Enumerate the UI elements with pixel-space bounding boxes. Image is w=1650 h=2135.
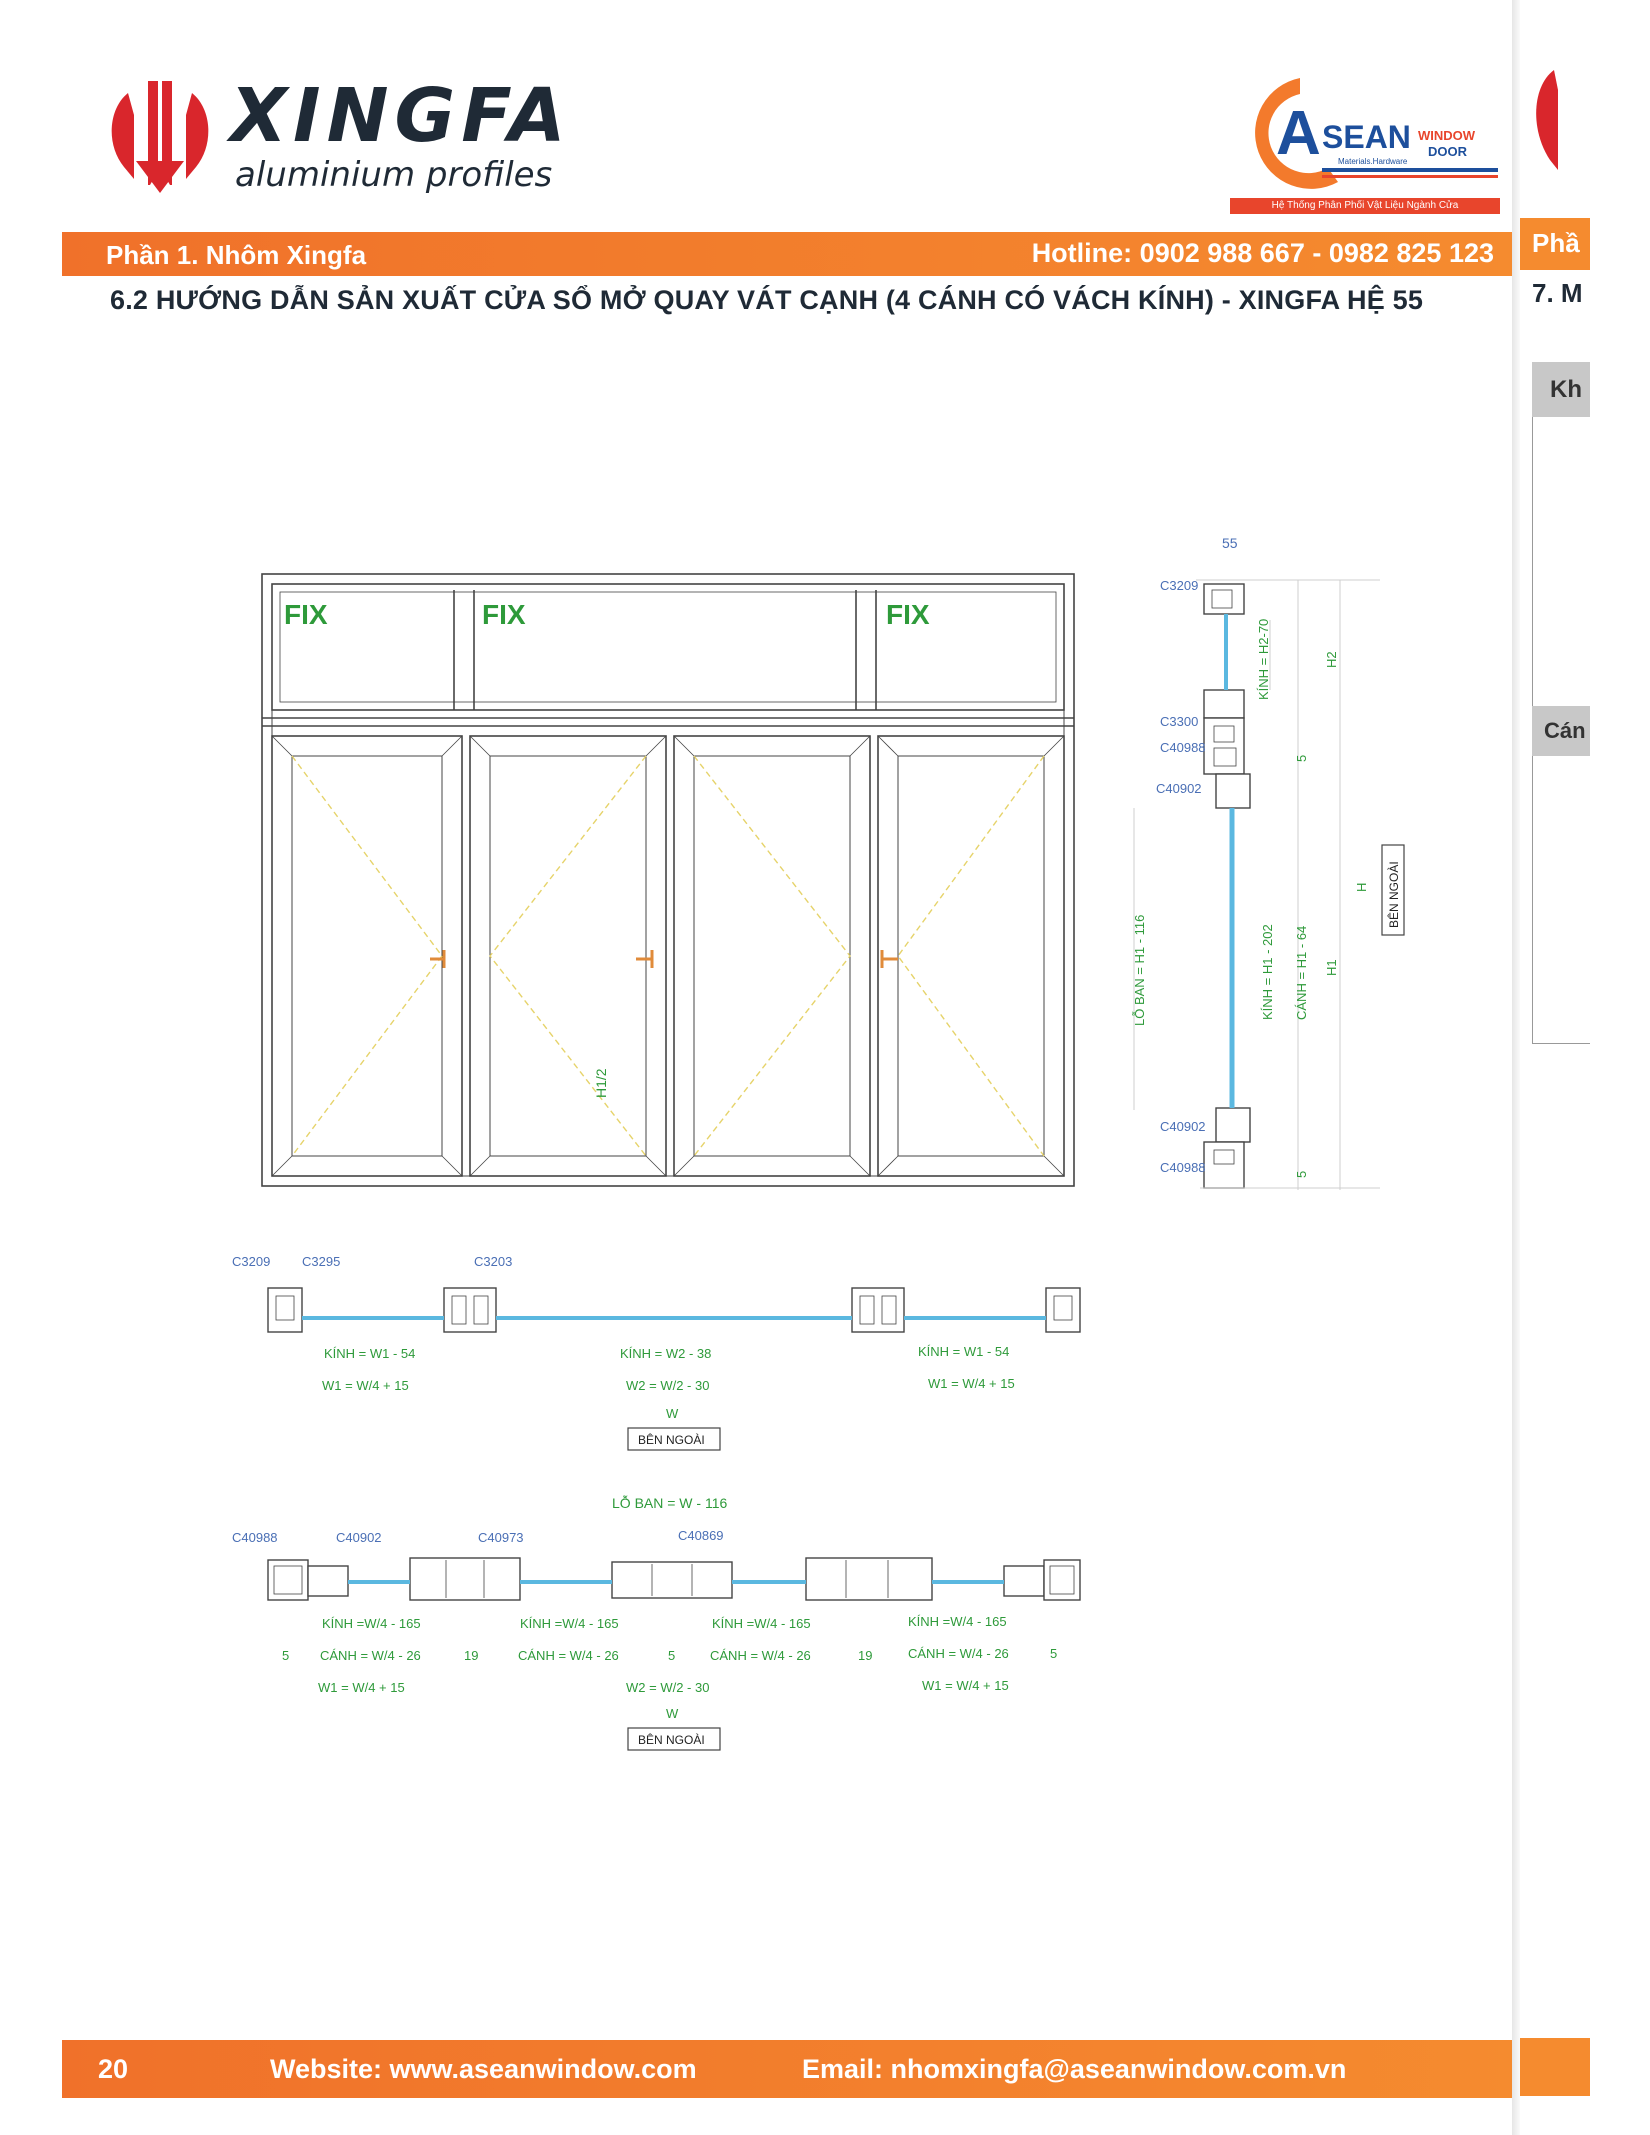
facing-page-head-1 (1532, 362, 1590, 417)
label-ben-ngoai-bottom: BÊN NGOÀI (638, 1733, 705, 1747)
sash-1 (272, 736, 462, 1176)
scan-margin (1590, 0, 1650, 2135)
label-c3295: C3295 (302, 1254, 341, 1269)
label-w2-bottom: W2 = W/2 - 30 (626, 1680, 710, 1695)
profile-c40902-plan-right (1004, 1566, 1044, 1596)
label-kinh-3: KÍNH =W/4 - 165 (712, 1616, 811, 1631)
label-5-2: 5 (668, 1648, 676, 1663)
footer-bar (62, 2040, 1514, 2098)
facing-page-table (1532, 362, 1590, 1044)
label-c40902-plan: C40902 (336, 1530, 382, 1545)
facing-page-bar-text: Phầ (1532, 228, 1580, 258)
label-canh-1: CÁNH = W/4 - 26 (320, 1648, 421, 1663)
label-w1-left-bottom: W1 = W/4 + 15 (318, 1680, 405, 1695)
label-kinh-h2: KÍNH = H2-70 (1256, 618, 1271, 700)
label-c40902-top: C40902 (1156, 781, 1202, 796)
fix-label-1: FIX (284, 599, 328, 630)
profile-c40988-bottom (1204, 1142, 1244, 1188)
profile-c40902-plan (308, 1566, 348, 1596)
sash-4 (878, 736, 1064, 1176)
asean-tagline: Hệ Thống Phân Phối Vật Liệu Ngành Cửa (1230, 198, 1500, 214)
label-w1-right: W1 = W/4 + 15 (928, 1376, 1015, 1391)
facing-page-head-2 (1532, 706, 1590, 756)
profile-c40869 (612, 1562, 732, 1598)
label-kinh-w2: KÍNH = W2 - 38 (620, 1346, 712, 1361)
asean-name: SEAN (1322, 119, 1411, 155)
label-kinh-1: KÍNH =W/4 - 165 (322, 1616, 421, 1631)
label-w-top: W (666, 1406, 679, 1421)
label-lo-ban-h: LỖ BAN = H1 - 116 (1132, 914, 1147, 1026)
footer-email: Email: nhomxingfa@aseanwindow.com.vn (802, 2054, 1347, 2084)
label-canh-h1: CÁNH = H1 - 64 (1294, 925, 1309, 1020)
handle-2-icon (636, 950, 652, 968)
label-kinh-2: KÍNH =W/4 - 165 (520, 1616, 619, 1631)
label-canh-2: CÁNH = W/4 - 26 (518, 1648, 619, 1663)
label-ben-ngoai-top: BÊN NGOÀI (638, 1433, 705, 1447)
fixed-transom (272, 584, 1064, 710)
label-c40988-bottom: C40988 (1160, 1160, 1206, 1175)
xingfa-brand-sub: aluminium profiles (235, 155, 553, 195)
label-c3209-side: C3209 (1160, 578, 1199, 593)
sash-3 (674, 736, 870, 1176)
handles (430, 950, 898, 968)
window-elevation (262, 574, 1074, 1186)
page-title: 6.2 HƯỚNG DẪN SẢN XUẤT CỬA SỔ MỞ QUAY VÁT CẠNH (4 CÁNH CÓ VÁCH KÍNH) - XINGFA HỆ 55 (110, 285, 1424, 315)
label-5-bottom: 5 (1294, 1170, 1309, 1178)
profile-c3300 (1204, 690, 1244, 718)
facing-page-bar (1520, 218, 1590, 270)
label-kinh-4: KÍNH =W/4 - 165 (908, 1614, 1007, 1629)
label-kinh-h1: KÍNH = H1 - 202 (1260, 924, 1275, 1020)
label-h: H (1354, 882, 1369, 892)
label-w-bottom: W (666, 1706, 679, 1721)
opening-direction-lines (292, 756, 1044, 1156)
label-ben-ngoai-side: BÊN NGOÀI (1387, 861, 1401, 928)
facing-page-title: 7. M (1532, 278, 1583, 308)
label-c40988-top: C40988 (1160, 740, 1206, 755)
footer-website: Website: www.aseanwindow.com (270, 2054, 697, 2084)
fix-label-2: FIX (482, 599, 526, 630)
label-c3300: C3300 (1160, 714, 1199, 729)
top-plan-section (268, 1288, 1080, 1332)
profile-c40973-right (806, 1558, 932, 1600)
handle-3-icon (882, 950, 898, 968)
bottom-plan-section (268, 1558, 1080, 1600)
section-label: Phần 1. Nhôm Xingfa (106, 240, 367, 270)
facing-page-edge (1520, 0, 1590, 2135)
asean-window: WINDOW (1418, 128, 1476, 143)
label-kinh-w1-left: KÍNH = W1 - 54 (324, 1346, 416, 1361)
label-5-3: 5 (1050, 1646, 1058, 1661)
label-c40902-bottom: C40902 (1160, 1119, 1206, 1134)
label-19-1: 19 (464, 1648, 479, 1663)
asean-door: DOOR (1428, 144, 1467, 159)
asean-initial: A (1276, 99, 1321, 168)
fix-label-3: FIX (886, 599, 930, 630)
xingfa-brand-name: XINGFA (230, 73, 572, 159)
label-w2: W2 = W/2 - 30 (626, 1378, 710, 1393)
page-number: 20 (98, 2054, 129, 2084)
label-canh-4: CÁNH = W/4 - 26 (908, 1646, 1009, 1661)
label-lo-ban-w: LỖ BAN = W - 116 (612, 1495, 728, 1511)
profile-c40973 (410, 1558, 520, 1600)
label-h1: H1 (1324, 959, 1339, 976)
profile-c40902-bottom (1216, 1108, 1250, 1142)
label-c40869: C40869 (678, 1528, 724, 1543)
facing-page-head-1-text: Kh (1550, 376, 1582, 403)
profile-c40902-top (1216, 774, 1250, 808)
asean-materials: Materials.Hardware (1338, 157, 1408, 166)
label-19-2: 19 (858, 1648, 873, 1663)
label-c3209-plan: C3209 (232, 1254, 271, 1269)
label-c3203: C3203 (474, 1254, 513, 1269)
label-c40973: C40973 (478, 1530, 524, 1545)
facing-page-head-2-text: Cán (1544, 718, 1586, 743)
label-w1-left: W1 = W/4 + 15 (322, 1378, 409, 1393)
label-5-1: 5 (282, 1648, 290, 1663)
facing-page-footer (1520, 2038, 1590, 2096)
label-w1-right-bottom: W1 = W/4 + 15 (922, 1678, 1009, 1693)
page-gutter (1512, 0, 1520, 2135)
hotline: Hotline: 0902 988 667 - 0982 825 123 (1031, 238, 1494, 268)
dim-55: 55 (1222, 535, 1238, 551)
outer-frame (262, 574, 1074, 1186)
sash-2 (470, 736, 666, 1176)
facing-page-logo-icon (1520, 60, 1590, 180)
label-canh-3: CÁNH = W/4 - 26 (710, 1648, 811, 1663)
h1-half-label: H1/2 (593, 1068, 609, 1098)
label-h2: H2 (1324, 651, 1339, 668)
label-c40988-plan: C40988 (232, 1530, 278, 1545)
label-kinh-w1-right: KÍNH = W1 - 54 (918, 1344, 1010, 1359)
label-5-top: 5 (1294, 754, 1309, 762)
